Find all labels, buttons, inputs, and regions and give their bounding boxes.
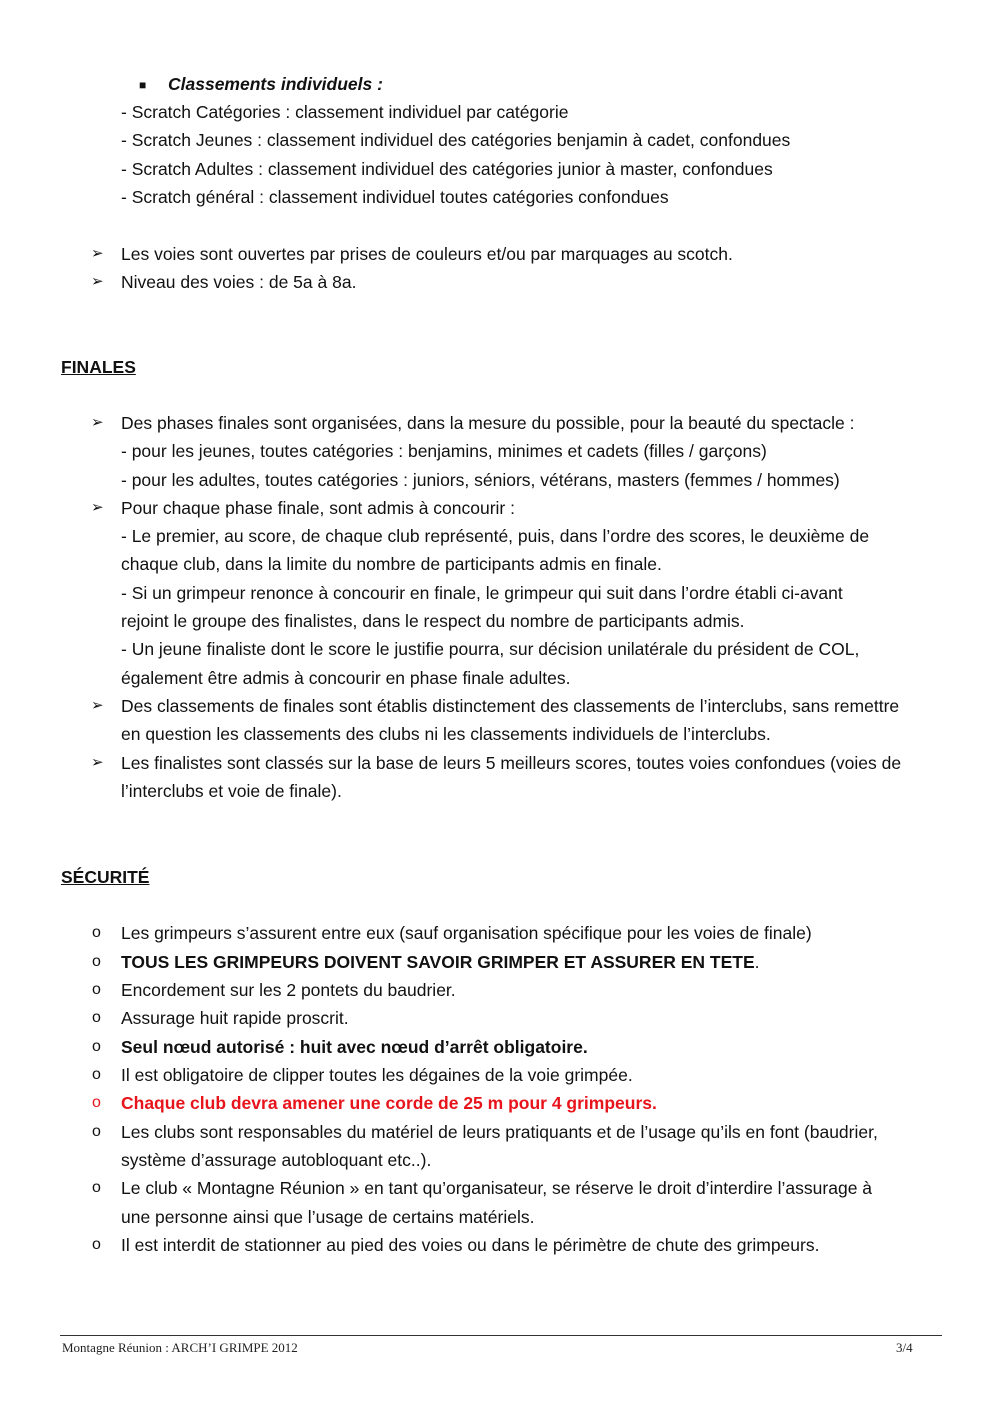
classement-item: - Scratch général : classement individuel toutes catégories confondues — [121, 187, 669, 207]
securite-line-highlight: Chaque club devra amener une corde de 25 m pour 4 grimpeurs. — [121, 1093, 657, 1113]
arrow-bullet-icon: ➢ — [91, 499, 104, 516]
securite-bold-text: TOUS LES GRIMPEURS DOIVENT SAVOIR GRIMPER ET ASSURER EN TETE — [121, 952, 755, 972]
securite-line: Assurage huit rapide proscrit. — [121, 1008, 349, 1028]
securite-line: Seul nœud autorisé : huit avec nœud d’arrêt obligatoire. — [121, 1037, 588, 1057]
finales-line: Des classements de finales sont établis distinctement des classements de l’interclubs, sans remettre — [121, 696, 900, 716]
securite-line: une personne ainsi que l’usage de certains matériels. — [121, 1207, 535, 1227]
finales-line: l’interclubs et voie de finale). — [121, 781, 342, 801]
arrow-bullet-icon: ➢ — [91, 754, 104, 771]
circle-bullet-icon: o — [92, 1009, 101, 1026]
circle-bullet-icon: o — [92, 1123, 101, 1140]
finales-heading: FINALES — [61, 357, 136, 377]
securite-line: système d’assurage autobloquant etc..). — [121, 1150, 432, 1170]
arrow-bullet-icon: ➢ — [91, 414, 104, 431]
finales-line: - Si un grimpeur renonce à concourir en finale, le grimpeur qui suit dans l’ordre établi ci-avant — [121, 583, 843, 603]
circle-bullet-icon: o — [92, 1236, 101, 1253]
securite-period: . — [754, 952, 760, 972]
arrow-bullet-icon: ➢ — [91, 697, 104, 714]
finales-line: - pour les adultes, toutes catégories : juniors, séniors, vétérans, masters (femmes / hommes) — [121, 470, 840, 490]
securite-heading: SÉCURITÉ — [61, 867, 150, 887]
finales-line: également être admis à concourir en phase finale adultes. — [121, 668, 571, 688]
securite-line: Les grimpeurs s’assurent entre eux (sauf organisation spécifique pour les voies de finale) — [121, 923, 812, 943]
finales-line: en question les classements des clubs ni les classements individuels de l’interclubs. — [121, 724, 771, 744]
arrow-bullet-icon: ➢ — [91, 273, 104, 290]
securite-line: Il est interdit de stationner au pied des voies ou dans le périmètre de chute des grimpeurs. — [121, 1235, 820, 1255]
footer-title: Montagne Réunion : ARCH’I GRIMPE 2012 — [62, 1340, 298, 1355]
circle-bullet-icon: o — [92, 924, 101, 941]
square-bullet-icon: ■ — [139, 78, 147, 92]
classement-item: - Scratch Adultes : classement individuel des catégories junior à master, confondues — [121, 159, 773, 179]
circle-bullet-icon: o — [92, 1179, 101, 1196]
finales-line: - pour les jeunes, toutes catégories : benjamins, minimes et cadets (filles / garçons) — [121, 441, 767, 461]
classements-heading: Classements individuels : — [168, 74, 383, 94]
finales-line: Les finalistes sont classés sur la base de leurs 5 meilleurs scores, toutes voies confondues (voies de — [121, 753, 902, 773]
voies-line: Les voies sont ouvertes par prises de couleurs et/ou par marquages au scotch. — [121, 244, 733, 264]
circle-bullet-icon: o — [92, 1094, 101, 1111]
arrow-bullet-icon: ➢ — [91, 245, 104, 262]
voies-line: Niveau des voies : de 5a à 8a. — [121, 272, 357, 292]
securite-line: Encordement sur les 2 pontets du baudrier. — [121, 980, 456, 1000]
circle-bullet-icon: o — [92, 981, 101, 998]
securite-line — [121, 951, 760, 973]
securite-line: Le club « Montagne Réunion » en tant qu’organisateur, se réserve le droit d’interdire l’assurage à — [121, 1178, 873, 1198]
finales-line: chaque club, dans la limite du nombre de participants admis en finale. — [121, 554, 662, 574]
securite-line: Les clubs sont responsables du matériel de leurs pratiquants et de l’usage qu’ils en font (baudrier, — [121, 1122, 878, 1142]
finales-line: Des phases finales sont organisées, dans la mesure du possible, pour la beauté du spectacle : — [121, 413, 855, 433]
classement-item: - Scratch Catégories : classement individuel par catégorie — [121, 102, 569, 122]
footer-divider — [60, 1335, 942, 1336]
finales-line: rejoint le groupe des finalistes, dans le respect du nombre de participants admis. — [121, 611, 745, 631]
securite-line: Il est obligatoire de clipper toutes les dégaines de la voie grimpée. — [121, 1065, 633, 1085]
circle-bullet-icon: o — [92, 1066, 101, 1083]
classement-item: - Scratch Jeunes : classement individuel des catégories benjamin à cadet, confondues — [121, 130, 791, 150]
circle-bullet-icon: o — [92, 1038, 101, 1055]
finales-line: - Le premier, au score, de chaque club représenté, puis, dans l’ordre des scores, le deuxième de — [121, 526, 870, 546]
finales-line: - Un jeune finaliste dont le score le justifie pourra, sur décision unilatérale du président de COL, — [121, 639, 860, 659]
page-number: 3/4 — [896, 1340, 913, 1355]
circle-bullet-icon: o — [92, 953, 101, 970]
finales-line: Pour chaque phase finale, sont admis à concourir : — [121, 498, 515, 518]
